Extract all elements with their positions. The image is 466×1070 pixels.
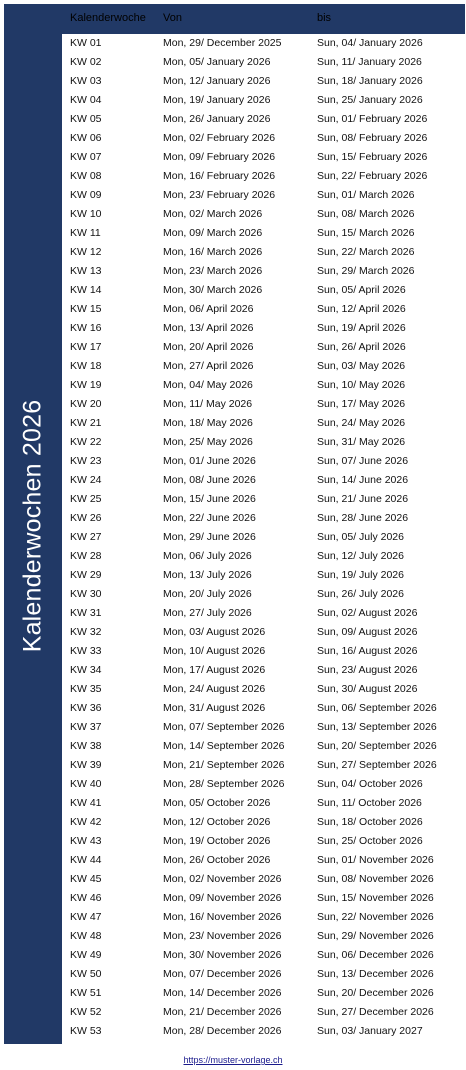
week-number-cell: KW 27	[70, 531, 102, 543]
week-number-cell: KW 51	[70, 987, 102, 999]
start-date-cell: Mon, 06/ April 2026	[163, 303, 254, 315]
week-number-cell: KW 21	[70, 417, 102, 429]
end-date-cell: Sun, 18/ October 2026	[317, 816, 423, 828]
end-date-cell: Sun, 24/ May 2026	[317, 417, 406, 429]
week-number-cell: KW 44	[70, 854, 102, 866]
header-bis: bis	[317, 12, 332, 24]
end-date-cell: Sun, 16/ August 2026	[317, 645, 418, 657]
table-row	[62, 224, 465, 243]
end-date-cell: Sun, 25/ October 2026	[317, 835, 423, 847]
week-number-cell: KW 11	[70, 227, 101, 239]
end-date-cell: Sun, 19/ July 2026	[317, 569, 404, 581]
end-date-cell: Sun, 06/ December 2026	[317, 949, 434, 961]
table-row	[62, 623, 465, 642]
table-row	[62, 718, 465, 737]
end-date-cell: Sun, 15/ February 2026	[317, 151, 428, 163]
end-date-cell: Sun, 09/ August 2026	[317, 626, 418, 638]
week-number-cell: KW 37	[70, 721, 102, 733]
end-date-cell: Sun, 11/ October 2026	[317, 797, 422, 809]
end-date-cell: Sun, 26/ April 2026	[317, 341, 406, 353]
table-row	[62, 395, 465, 414]
week-number-cell: KW 13	[70, 265, 102, 277]
start-date-cell: Mon, 30/ March 2026	[163, 284, 263, 296]
start-date-cell: Mon, 26/ January 2026	[163, 113, 271, 125]
table-row	[62, 965, 465, 984]
start-date-cell: Mon, 09/ February 2026	[163, 151, 276, 163]
start-date-cell: Mon, 02/ February 2026	[163, 132, 276, 144]
start-date-cell: Mon, 24/ August 2026	[163, 683, 266, 695]
week-number-cell: KW 26	[70, 512, 102, 524]
start-date-cell: Mon, 23/ November 2026	[163, 930, 282, 942]
table-row	[62, 946, 465, 965]
table-row	[62, 490, 465, 509]
week-number-cell: KW 16	[70, 322, 102, 334]
week-number-cell: KW 06	[70, 132, 102, 144]
start-date-cell: Mon, 21/ December 2026	[163, 1006, 282, 1018]
table-row	[62, 832, 465, 851]
end-date-cell: Sun, 28/ June 2026	[317, 512, 409, 524]
end-date-cell: Sun, 25/ January 2026	[317, 94, 423, 106]
end-date-cell: Sun, 08/ February 2026	[317, 132, 428, 144]
week-number-cell: KW 02	[70, 56, 102, 68]
start-date-cell: Mon, 17/ August 2026	[163, 664, 266, 676]
end-date-cell: Sun, 05/ April 2026	[317, 284, 406, 296]
end-date-cell: Sun, 21/ June 2026	[317, 493, 409, 505]
table-row	[62, 813, 465, 832]
footer-link[interactable]: https://muster-vorlage.ch	[183, 1055, 283, 1065]
start-date-cell: Mon, 16/ March 2026	[163, 246, 263, 258]
table-row	[62, 984, 465, 1003]
table-row	[62, 566, 465, 585]
end-date-cell: Sun, 26/ July 2026	[317, 588, 404, 600]
start-date-cell: Mon, 07/ September 2026	[163, 721, 285, 733]
start-date-cell: Mon, 16/ February 2026	[163, 170, 276, 182]
end-date-cell: Sun, 11/ January 2026	[317, 56, 422, 68]
week-number-cell: KW 28	[70, 550, 102, 562]
table-row	[62, 34, 465, 53]
week-number-cell: KW 14	[70, 284, 102, 296]
week-number-cell: KW 05	[70, 113, 102, 125]
table-row	[62, 604, 465, 623]
side-title-band	[4, 4, 62, 1044]
end-date-cell: Sun, 01/ November 2026	[317, 854, 434, 866]
week-number-cell: KW 43	[70, 835, 102, 847]
week-number-cell: KW 50	[70, 968, 102, 980]
week-number-cell: KW 22	[70, 436, 102, 448]
table-row	[62, 167, 465, 186]
table-row	[62, 357, 465, 376]
start-date-cell: Mon, 01/ June 2026	[163, 455, 256, 467]
start-date-cell: Mon, 05/ October 2026	[163, 797, 271, 809]
table-row	[62, 585, 465, 604]
end-date-cell: Sun, 27/ September 2026	[317, 759, 437, 771]
week-number-cell: KW 07	[70, 151, 102, 163]
start-date-cell: Mon, 20/ April 2026	[163, 341, 254, 353]
start-date-cell: Mon, 13/ July 2026	[163, 569, 252, 581]
table-row	[62, 642, 465, 661]
week-number-cell: KW 52	[70, 1006, 102, 1018]
start-date-cell: Mon, 02/ November 2026	[163, 873, 282, 885]
end-date-cell: Sun, 05/ July 2026	[317, 531, 404, 543]
table-row	[62, 338, 465, 357]
table-row	[62, 414, 465, 433]
table-row	[62, 148, 465, 167]
table-row	[62, 471, 465, 490]
table-row	[62, 1003, 465, 1022]
table-row	[62, 927, 465, 946]
start-date-cell: Mon, 31/ August 2026	[163, 702, 266, 714]
end-date-cell: Sun, 17/ May 2026	[317, 398, 406, 410]
end-date-cell: Sun, 18/ January 2026	[317, 75, 423, 87]
start-date-cell: Mon, 19/ October 2026	[163, 835, 271, 847]
table-row	[62, 1022, 465, 1041]
week-number-cell: KW 25	[70, 493, 102, 505]
week-number-cell: KW 45	[70, 873, 102, 885]
week-number-cell: KW 19	[70, 379, 102, 391]
end-date-cell: Sun, 08/ March 2026	[317, 208, 415, 220]
end-date-cell: Sun, 04/ January 2026	[317, 37, 423, 49]
end-date-cell: Sun, 01/ March 2026	[317, 189, 415, 201]
end-date-cell: Sun, 03/ May 2026	[317, 360, 406, 372]
week-number-cell: KW 49	[70, 949, 102, 961]
start-date-cell: Mon, 12/ October 2026	[163, 816, 271, 828]
start-date-cell: Mon, 18/ May 2026	[163, 417, 253, 429]
start-date-cell: Mon, 29/ June 2026	[163, 531, 256, 543]
start-date-cell: Mon, 04/ May 2026	[163, 379, 253, 391]
end-date-cell: Sun, 15/ November 2026	[317, 892, 434, 904]
start-date-cell: Mon, 29/ December 2025	[163, 37, 282, 49]
week-number-cell: KW 32	[70, 626, 102, 638]
start-date-cell: Mon, 27/ April 2026	[163, 360, 254, 372]
end-date-cell: Sun, 10/ May 2026	[317, 379, 406, 391]
table-row	[62, 547, 465, 566]
table-row	[62, 243, 465, 262]
table-row	[62, 452, 465, 471]
end-date-cell: Sun, 27/ December 2026	[317, 1006, 434, 1018]
end-date-cell: Sun, 22/ November 2026	[317, 911, 434, 923]
week-number-cell: KW 38	[70, 740, 102, 752]
week-number-cell: KW 48	[70, 930, 102, 942]
start-date-cell: Mon, 26/ October 2026	[163, 854, 271, 866]
table-row	[62, 376, 465, 395]
start-date-cell: Mon, 06/ July 2026	[163, 550, 252, 562]
start-date-cell: Mon, 10/ August 2026	[163, 645, 266, 657]
week-number-cell: KW 30	[70, 588, 102, 600]
end-date-cell: Sun, 01/ February 2026	[317, 113, 428, 125]
week-number-cell: KW 42	[70, 816, 102, 828]
week-number-cell: KW 41	[70, 797, 102, 809]
week-number-cell: KW 46	[70, 892, 102, 904]
end-date-cell: Sun, 22/ February 2026	[317, 170, 428, 182]
week-number-cell: KW 29	[70, 569, 102, 581]
week-number-cell: KW 36	[70, 702, 102, 714]
week-number-cell: KW 17	[70, 341, 102, 353]
table-row	[62, 794, 465, 813]
table-row	[62, 889, 465, 908]
start-date-cell: Mon, 13/ April 2026	[163, 322, 254, 334]
table-row	[62, 699, 465, 718]
start-date-cell: Mon, 16/ November 2026	[163, 911, 282, 923]
end-date-cell: Sun, 13/ December 2026	[317, 968, 434, 980]
table-row	[62, 737, 465, 756]
week-table-body	[62, 34, 465, 1041]
start-date-cell: Mon, 28/ September 2026	[163, 778, 285, 790]
week-number-cell: KW 34	[70, 664, 102, 676]
end-date-cell: Sun, 31/ May 2026	[317, 436, 406, 448]
table-row	[62, 186, 465, 205]
end-date-cell: Sun, 03/ January 2027	[317, 1025, 423, 1037]
side-title: Kalenderwochen 2026	[18, 399, 47, 653]
start-date-cell: Mon, 14/ December 2026	[163, 987, 282, 999]
start-date-cell: Mon, 12/ January 2026	[163, 75, 271, 87]
end-date-cell: Sun, 15/ March 2026	[317, 227, 415, 239]
table-row	[62, 433, 465, 452]
end-date-cell: Sun, 08/ November 2026	[317, 873, 434, 885]
end-date-cell: Sun, 22/ March 2026	[317, 246, 415, 258]
week-number-cell: KW 40	[70, 778, 102, 790]
start-date-cell: Mon, 25/ May 2026	[163, 436, 253, 448]
start-date-cell: Mon, 05/ January 2026	[163, 56, 271, 68]
week-number-cell: KW 31	[70, 607, 102, 619]
table-row	[62, 528, 465, 547]
end-date-cell: Sun, 23/ August 2026	[317, 664, 418, 676]
week-number-cell: KW 15	[70, 303, 102, 315]
table-row	[62, 661, 465, 680]
table-row	[62, 775, 465, 794]
calendar-sheet	[4, 4, 465, 1044]
start-date-cell: Mon, 02/ March 2026	[163, 208, 263, 220]
table-row	[62, 509, 465, 528]
start-date-cell: Mon, 08/ June 2026	[163, 474, 256, 486]
week-number-cell: KW 04	[70, 94, 102, 106]
week-number-cell: KW 18	[70, 360, 102, 372]
table-row	[62, 319, 465, 338]
week-number-cell: KW 09	[70, 189, 102, 201]
week-number-cell: KW 20	[70, 398, 102, 410]
end-date-cell: Sun, 19/ April 2026	[317, 322, 406, 334]
week-number-cell: KW 47	[70, 911, 102, 923]
start-date-cell: Mon, 23/ March 2026	[163, 265, 263, 277]
end-date-cell: Sun, 12/ July 2026	[317, 550, 404, 562]
end-date-cell: Sun, 04/ October 2026	[317, 778, 423, 790]
start-date-cell: Mon, 23/ February 2026	[163, 189, 276, 201]
end-date-cell: Sun, 13/ September 2026	[317, 721, 437, 733]
week-number-cell: KW 33	[70, 645, 102, 657]
end-date-cell: Sun, 29/ March 2026	[317, 265, 415, 277]
week-number-cell: KW 35	[70, 683, 102, 695]
end-date-cell: Sun, 14/ June 2026	[317, 474, 409, 486]
table-header	[62, 4, 465, 34]
end-date-cell: Sun, 30/ August 2026	[317, 683, 418, 695]
table-row	[62, 908, 465, 927]
week-number-cell: KW 01	[70, 37, 102, 49]
start-date-cell: Mon, 20/ July 2026	[163, 588, 252, 600]
table-row	[62, 129, 465, 148]
table-row	[62, 281, 465, 300]
table-row	[62, 870, 465, 889]
start-date-cell: Mon, 19/ January 2026	[163, 94, 271, 106]
table-row	[62, 91, 465, 110]
start-date-cell: Mon, 07/ December 2026	[163, 968, 282, 980]
start-date-cell: Mon, 15/ June 2026	[163, 493, 256, 505]
table-row	[62, 756, 465, 775]
week-number-cell: KW 39	[70, 759, 102, 771]
week-number-cell: KW 23	[70, 455, 102, 467]
start-date-cell: Mon, 30/ November 2026	[163, 949, 282, 961]
week-number-cell: KW 12	[70, 246, 102, 258]
start-date-cell: Mon, 27/ July 2026	[163, 607, 252, 619]
table-row	[62, 300, 465, 319]
end-date-cell: Sun, 07/ June 2026	[317, 455, 409, 467]
start-date-cell: Mon, 03/ August 2026	[163, 626, 266, 638]
table-row	[62, 262, 465, 281]
end-date-cell: Sun, 29/ November 2026	[317, 930, 434, 942]
table-row	[62, 72, 465, 91]
table-row	[62, 851, 465, 870]
start-date-cell: Mon, 22/ June 2026	[163, 512, 256, 524]
week-number-cell: KW 24	[70, 474, 102, 486]
week-number-cell: KW 03	[70, 75, 102, 87]
table-row	[62, 680, 465, 699]
week-number-cell: KW 10	[70, 208, 102, 220]
start-date-cell: Mon, 14/ September 2026	[163, 740, 285, 752]
header-kalenderwoche: Kalenderwoche	[70, 12, 146, 24]
end-date-cell: Sun, 06/ September 2026	[317, 702, 437, 714]
end-date-cell: Sun, 02/ August 2026	[317, 607, 418, 619]
table-row	[62, 205, 465, 224]
table-row	[62, 53, 465, 72]
start-date-cell: Mon, 28/ December 2026	[163, 1025, 282, 1037]
end-date-cell: Sun, 12/ April 2026	[317, 303, 406, 315]
start-date-cell: Mon, 21/ September 2026	[163, 759, 285, 771]
start-date-cell: Mon, 09/ March 2026	[163, 227, 263, 239]
week-number-cell: KW 08	[70, 170, 102, 182]
start-date-cell: Mon, 09/ November 2026	[163, 892, 282, 904]
end-date-cell: Sun, 20/ September 2026	[317, 740, 437, 752]
start-date-cell: Mon, 11/ May 2026	[163, 398, 253, 410]
header-von: Von	[163, 12, 182, 24]
end-date-cell: Sun, 20/ December 2026	[317, 987, 434, 999]
table-row	[62, 110, 465, 129]
week-number-cell: KW 53	[70, 1025, 102, 1037]
